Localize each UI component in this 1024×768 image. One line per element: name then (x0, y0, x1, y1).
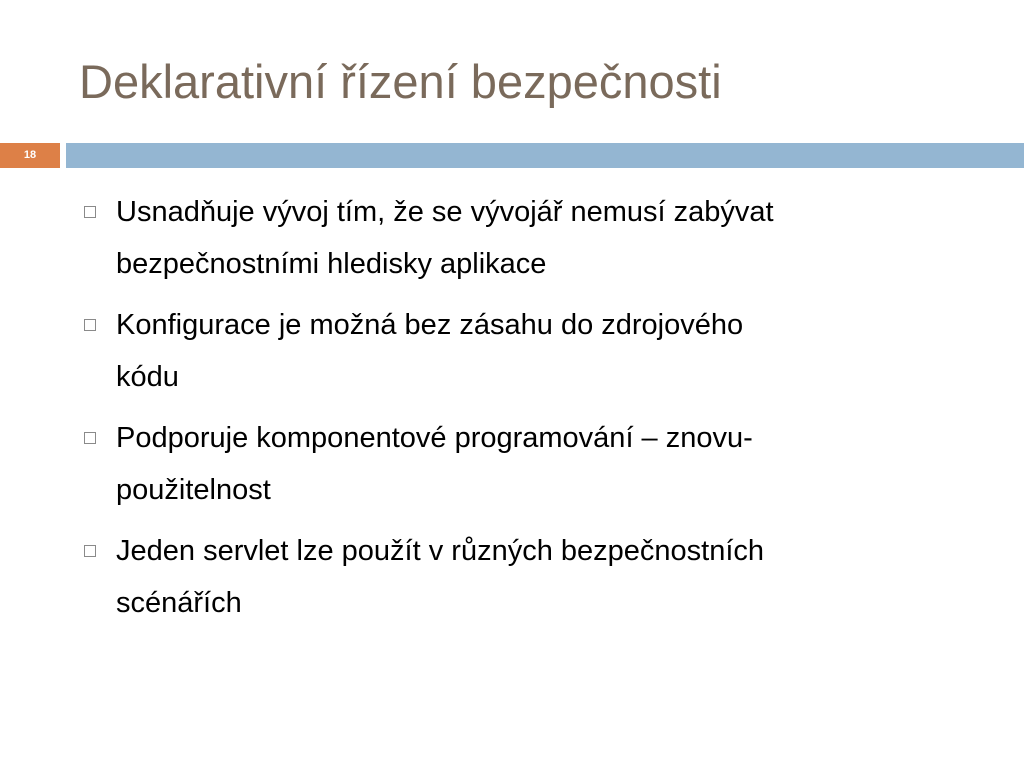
square-bullet-icon (84, 206, 96, 218)
square-bullet-icon (84, 432, 96, 444)
bullet-item (84, 412, 964, 516)
bullet-text-line: scénářích (116, 587, 242, 619)
bullet-list (84, 186, 964, 638)
bullet-text-line: Jeden servlet lze použít v různých bezpečnostních (116, 535, 765, 567)
bullet-item (84, 186, 964, 290)
square-bullet-icon (84, 545, 96, 557)
bullet-text-line: kódu (116, 361, 179, 393)
slide-title: Deklarativní řízení bezpečnosti (79, 55, 722, 108)
bullet-text-line: Konfigurace je možná bez zásahu do zdrojového (116, 309, 744, 341)
bullet-text-line: bezpečnostními hledisky aplikace (116, 248, 547, 280)
bullet-item (84, 525, 964, 629)
square-bullet-icon (84, 319, 96, 331)
bullet-text-line: použitelnost (116, 474, 271, 506)
slide-number: 18 (0, 143, 60, 168)
bullet-text-line: Usnadňuje vývoj tím, že se vývojář nemusí zabývat (116, 196, 774, 228)
title-divider-bar (66, 143, 1024, 168)
bullet-item (84, 299, 964, 403)
bullet-text-line: Podporuje komponentové programování – znovu- (116, 422, 753, 454)
